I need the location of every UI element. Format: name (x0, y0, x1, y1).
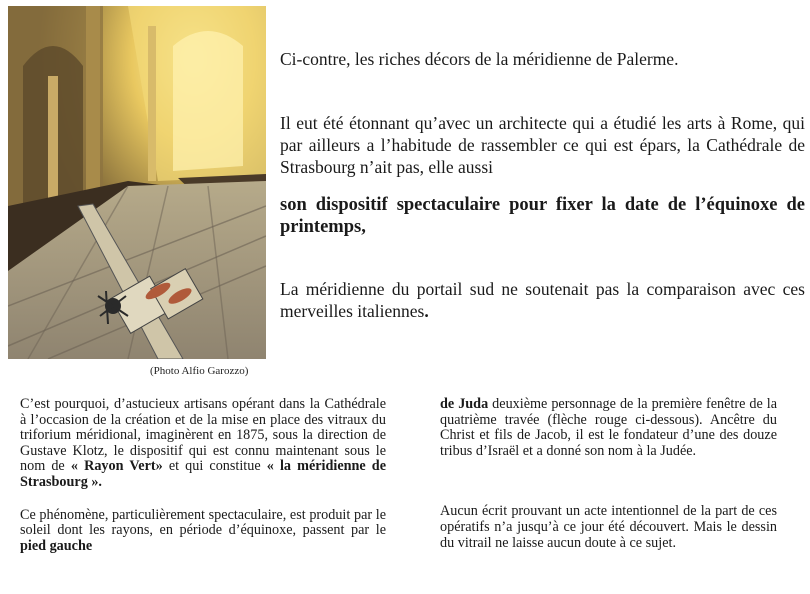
portal-period: . (424, 301, 429, 321)
left-p1-text-c: et qui constitue (162, 458, 267, 475)
phenomenon-paragraph (20, 508, 386, 555)
photo-caption: (Photo Alfio Garozzo) (150, 365, 249, 377)
right-p1-text: deuxième personnage de la première fenêtre de la quatrième travée (flèche rouge ci-dessous). Ancêtre du Christ et fils de Jacob, il est le fondateur d’une des douze tribus d’Israël et a donné son nom à la Judée. (440, 396, 778, 459)
rayon-vert-paragraph (20, 397, 386, 491)
juda-paragraph (440, 397, 777, 459)
portal-paragraph (280, 278, 805, 322)
pied-gauche-label: pied gauche (20, 537, 93, 554)
portal-text: La méridienne du portail sud ne soutenait pas la comparaison avec ces merveilles italiennes (280, 279, 805, 321)
meridienne-label: « la méridienne de Strasbourg ». (20, 458, 386, 490)
left-p1-text-a: C’est pourquoi, d’astucieux artisans opérant dans la Cathédrale à l’occasion de la création et de la mise en place des vitraux du triforium méridional, imaginèrent en 1875, sous la direction de Gustave Klotz, le dispositif qui est connu maintenant sous le nom de (20, 396, 386, 475)
right-column (440, 397, 777, 551)
juda-label: de Juda (440, 396, 489, 412)
left-column (20, 397, 386, 554)
equinox-paragraph: son dispositif spectaculaire pour fixer la date de l’équinoxe de printemps, (280, 195, 805, 237)
intro-paragraph: Ci-contre, les riches décors de la méridienne de Palerme. (280, 49, 679, 69)
cathedral-photo (8, 6, 266, 359)
rayon-vert-label: « Rayon Vert» (70, 458, 163, 475)
architect-paragraph: Il eut été étonnant qu’avec un architecte qui a étudié les arts à Rome, qui par ailleurs a l’habitude de rassembler ce qui est épars, la Cathédrale de Strasbourg n’ait pas, elle aussi (280, 113, 805, 177)
left-p2-text-a: Ce phénomène, particulièrement spectaculaire, est produit par le soleil dont les rayons, en période d’équinoxe, passent par le (20, 506, 386, 539)
no-writing-paragraph: Aucun écrit prouvant un acte intentionnel de la part de ces opératifs n’a jusqu’à ce jour été découvert. Mais le dessin du vitrail ne laisse aucun doute à ce sujet. (440, 503, 777, 551)
cathedral-meridian-image (8, 6, 266, 359)
